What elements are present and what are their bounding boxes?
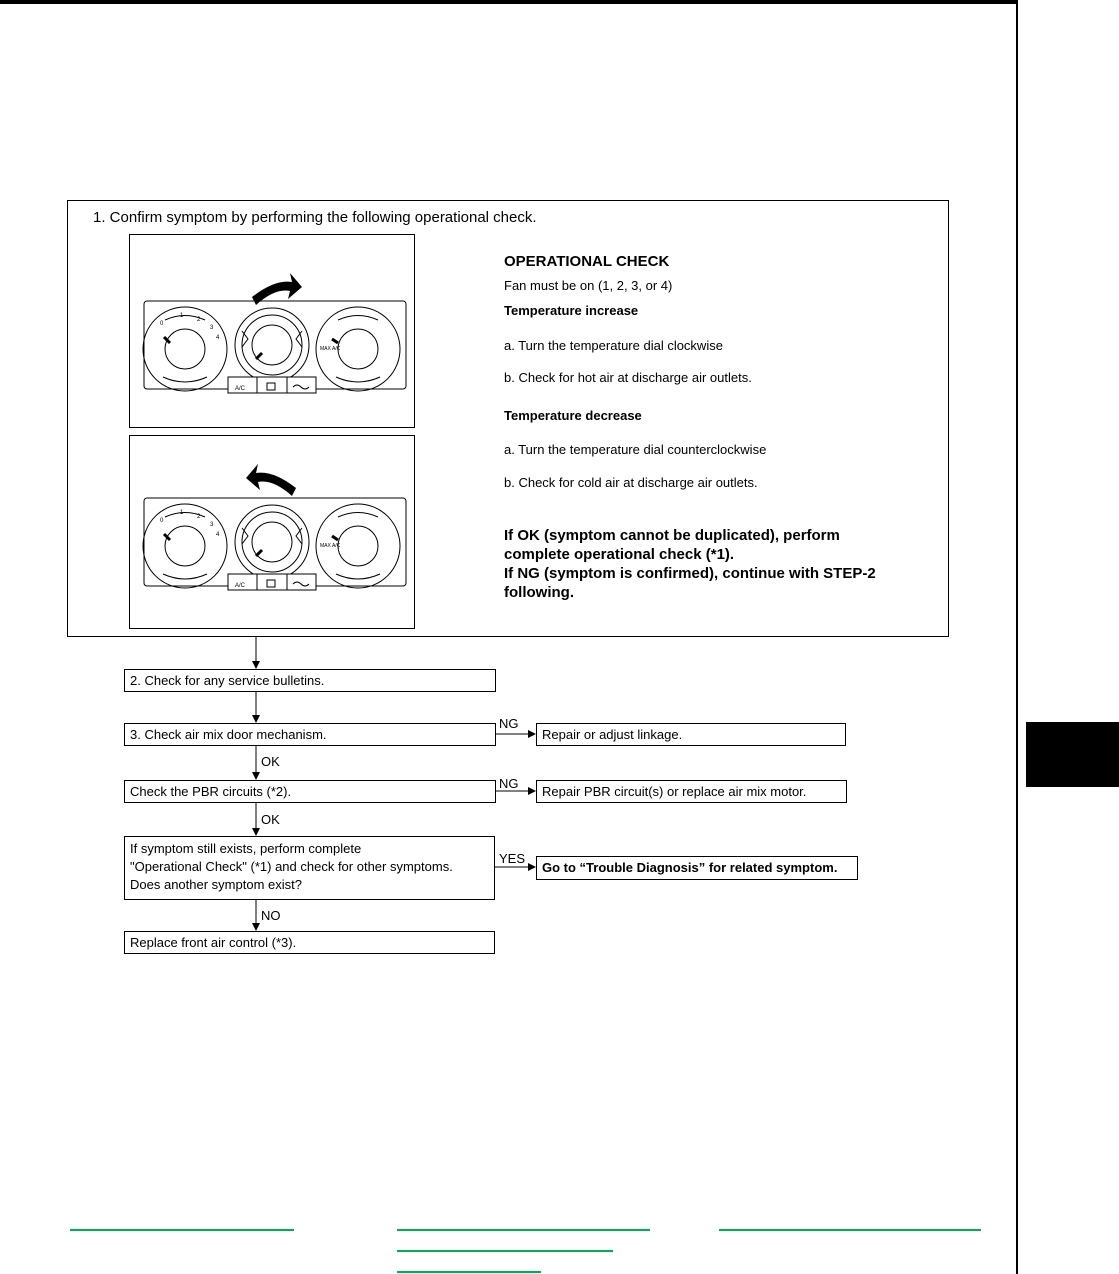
- decrease-heading: Temperature decrease: [504, 408, 642, 423]
- operational-check-title: OPERATIONAL CHECK: [504, 253, 670, 270]
- fan-tick-1: 1: [180, 313, 184, 319]
- ac-button-label: A/C: [235, 386, 246, 392]
- footer-link[interactable]: [397, 1250, 613, 1252]
- step5-line: If symptom still exists, perform complete: [130, 841, 362, 856]
- step5-line: Does another symptom exist?: [130, 877, 302, 892]
- right-margin-rule: [1016, 0, 1018, 1274]
- fan-tick-0: 0: [160, 321, 164, 327]
- step5-line: "Operational Check" (*1) and check for other symptoms.: [130, 859, 453, 874]
- mode-max-ac-label: MAX A/C: [320, 543, 341, 549]
- fan-tick-0: 0: [160, 518, 164, 524]
- fan-tick-2: 2: [197, 317, 201, 323]
- step5-box: [124, 836, 495, 900]
- step4-box: Check the PBR circuits (*2).: [124, 780, 496, 803]
- step2-box: 2. Check for any service bulletins.: [124, 669, 496, 692]
- increase-step-b: b. Check for hot air at discharge air outlets.: [504, 370, 752, 385]
- fan-tick-4: 4: [216, 532, 220, 538]
- mode-max-ac-label: MAX A/C: [320, 346, 341, 352]
- step6-box: Replace front air control (*3).: [124, 931, 495, 954]
- step3-ng-action: Repair or adjust linkage.: [536, 723, 846, 746]
- increase-step-a: a. Turn the temperature dial clockwise: [504, 338, 723, 353]
- result-line: complete operational check (*1).: [504, 546, 735, 563]
- step5-no-label: NO: [261, 908, 281, 923]
- fan-tick-4: 4: [216, 335, 220, 341]
- decrease-step-b: b. Check for cold air at discharge air outlets.: [504, 475, 758, 490]
- step4-ok-label: OK: [261, 812, 280, 827]
- fan-tick-3: 3: [210, 325, 214, 331]
- footer-link[interactable]: [397, 1271, 541, 1273]
- result-line: If NG (symptom is confirmed), continue with STEP-2: [504, 565, 876, 582]
- decrease-step-a: a. Turn the temperature dial counterclockwise: [504, 442, 767, 457]
- step4-ng-action: Repair PBR circuit(s) or replace air mix motor.: [536, 780, 847, 803]
- fan-tick-1: 1: [180, 510, 184, 516]
- footer-link[interactable]: [70, 1229, 294, 1231]
- step5-yes-action: Go to “Trouble Diagnosis” for related symptom.: [536, 856, 858, 880]
- fan-tick-2: 2: [197, 514, 201, 520]
- ac-button-label: A/C: [235, 583, 246, 589]
- footer-link[interactable]: [719, 1229, 981, 1231]
- section-tab: [1026, 722, 1119, 787]
- step5-yes-label: YES: [499, 851, 526, 866]
- fan-tick-3: 3: [210, 522, 214, 528]
- increase-heading: Temperature increase: [504, 303, 639, 318]
- result-line: following.: [504, 584, 574, 601]
- footer-link[interactable]: [397, 1229, 650, 1231]
- fan-note: Fan must be on (1, 2, 3, or 4): [504, 278, 673, 293]
- step3-ng-label: NG: [499, 716, 519, 731]
- result-line: If OK (symptom cannot be duplicated), perform: [504, 527, 840, 544]
- step1-title: 1. Confirm symptom by performing the following operational check.: [93, 209, 537, 226]
- step4-ng-label: NG: [499, 776, 519, 791]
- step3-ok-label: OK: [261, 754, 280, 769]
- step3-box: 3. Check air mix door mechanism.: [124, 723, 496, 746]
